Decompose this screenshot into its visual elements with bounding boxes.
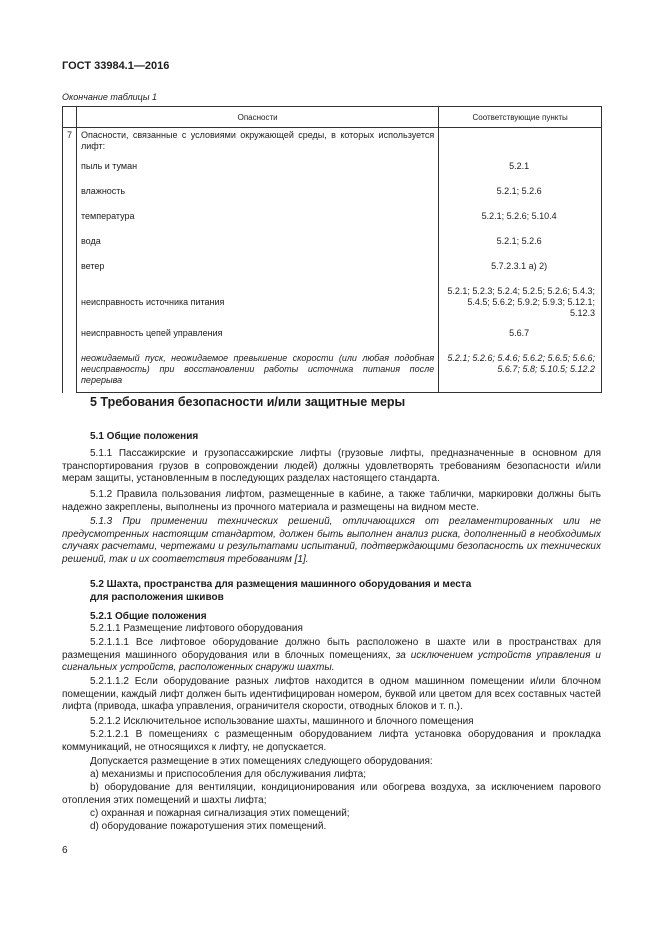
clauses-item: 5.2.1; 5.2.3; 5.2.4; 5.2.5; 5.2.6; 5.4.3; 5.4.5; 5.6.2; 5.9.2; 5.9.3; 5.12.1; 5.12.3 [439, 284, 602, 321]
clauses-item: 5.7.2.3.1 а) 2) [439, 259, 602, 279]
table-caption: Окончание таблицы 1 [62, 92, 157, 102]
document-code: ГОСТ 33984.1—2016 [62, 60, 170, 72]
hazard-item: вода [76, 234, 438, 254]
list-item: d) оборудование пожаротушения этих помещений. [90, 821, 327, 832]
subsection-title [90, 578, 471, 604]
row-number: 7 [63, 128, 77, 393]
paragraph: 5.2.1.1 Размещение лифтового оборудования [90, 623, 303, 634]
hazard-item: неисправность источника питания [76, 284, 438, 321]
clauses-item: 5.2.1; 5.2.6 [439, 234, 602, 254]
row-intro: Опасности, связанные с условиями окружающей среды, в которых используется лифт: [76, 128, 438, 155]
subsection-title-line: для расположения шкивов [90, 592, 224, 603]
clauses-item: 5.2.1; 5.2.6; 5.10.4 [439, 209, 602, 229]
hazard-item: пыль и туман [76, 159, 438, 179]
section-title: 5 Требования безопасности и/или защитные меры [90, 395, 406, 409]
paragraph: 5.2.1.1.2 Если оборудование разных лифтов находится в одном машинном помещении и/или блочном помещении, каждый лифт должен быть идентифицирован номером, буквой или цветом для всех составных частей лифта (привода, шкафа управления, ограничителя скорости, отводных блоков и т. п.). [62, 676, 601, 713]
hazard-item: неожидаемый пуск, неожидаемое превышение скорости (или любая подобная неисправность) при восстановлении работы источника питания после перерыва [76, 351, 438, 393]
list-item: а) механизмы и приспособления для обслуживания лифта; [90, 769, 366, 780]
list-item: с) охранная и пожарная сигнализация этих помещений; [90, 808, 350, 819]
hazard-item: неисправность цепей управления [76, 326, 438, 346]
subsection-title-line: 5.2 Шахта, пространства для размещения машинного оборудования и места [90, 579, 472, 590]
page-number: 6 [62, 845, 68, 856]
clauses-item: 5.2.1; 5.2.6; 5.4.6; 5.6.2; 5.6.5; 5.6.6; 5.6.7; 5.8; 5.10.5; 5.12.2 [439, 351, 602, 393]
subsection-title: 5.2.1 Общие положения [90, 611, 207, 622]
paragraph: 5.1.2 Правила пользования лифтом, размещенные в кабине, а также таблички, маркировки должны быть надежно закреплены, выполнены из прочного материала и размещены на видном месте. [62, 489, 601, 513]
paragraph: Допускается размещение в этих помещениях следующего оборудования: [90, 756, 433, 767]
column-hazards-header: Опасности [76, 107, 438, 128]
column-number-header [63, 107, 77, 128]
hazard-item: ветер [76, 259, 438, 279]
paragraph: 5.1.3 При применении технических решений, отличающихся от регламентированных или не предусмотренных настоящим стандартом, должен быть выполнен анализ риска, дополненный в необходимых случаях расчетами, чертежами и результатами испытаний, подтверждающими безопасность их технических решений, так и их соответствия требованиям [1]. [62, 516, 601, 565]
clauses-item: 5.6.7 [439, 326, 602, 346]
list-item: b) оборудование для вентиляции, кондиционирования или обогрева воздуха, за исключением парового отопления этих помещений и шахты лифта; [62, 782, 601, 806]
clauses-item: 5.2.1 [439, 159, 602, 179]
paragraph-text: 5.2.1.1.1 Все лифтовое оборудование должно быть расположено в шахте или в пространствах для размещения машинного оборудования или в блочных помещениях, [62, 637, 601, 661]
hazard-item: температура [76, 209, 438, 229]
paragraph: 5.2.1.2 Исключительное использование шахты, машинного и блочного помещения [90, 716, 474, 727]
paragraph-italic-text: за исключением устройств управления и сигнальных устройств, расположенных снаружи шахты. [62, 649, 601, 674]
subsection-title: 5.1 Общие положения [90, 431, 199, 442]
clauses-item: 5.2.1; 5.2.6 [439, 184, 602, 204]
paragraph [62, 637, 601, 675]
column-clauses-header: Соответствующие пункты [439, 107, 602, 128]
hazards-table [62, 106, 602, 393]
paragraph: 5.2.1.2.1 В помещениях с размещенным оборудованием лифта установка оборудования и прокладка коммуникаций, не относящихся к лифту, не допускается. [62, 729, 601, 753]
hazard-item: влажность [76, 184, 438, 204]
paragraph: 5.1.1 Пассажирские и грузопассажирские лифты (грузовые лифты, предназначенные в основном для транспортирования грузов в сопровождении людей) должны удовлетворять требованиям безопасности и/или мерам защиты, установленным в последующих разделах настоящего стандарта. [62, 448, 601, 485]
